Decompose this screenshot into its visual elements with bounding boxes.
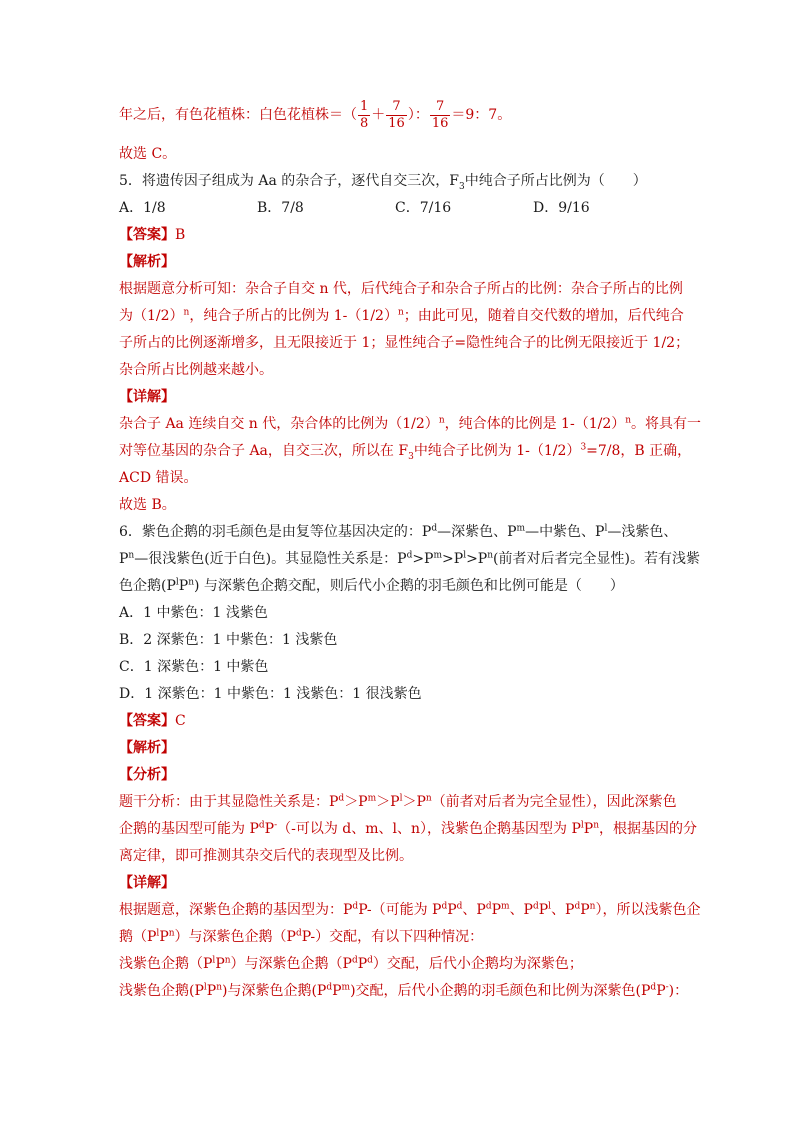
q5-jiexi-line-1: 根据题意分析可知：杂合子自交 n 代，后代纯合子和杂合子所占的比例：杂合子所占的比例 [119,281,683,297]
q6-option-a: A．1 中紫色：1 浅紫色 [119,605,268,621]
ratio-text-start: 年之后，有色花植株：白色花植株＝（ [119,107,357,123]
q6-answer: 【答案】C [119,713,186,729]
q6-fenxi-line-2: 企鹅的基因型可能为 $P^dP^-(-$可以为 d、m、l、n），浅紫色企鹅基因型为 $P^lP^n$，根据基因的分 [119,820,697,837]
q5-xiangjie-tag: 【详解】 [119,389,175,405]
q6-option-c: C．1 深紫色：1 中紫色 [119,659,269,675]
document-body [119,93,702,1005]
q5-xiangjie-line-2: 对等位基因的杂合子 Aa，自交三次，所以在 $F_3$中纯合子比例为 $1-(1/2)^3=7/8$，B 正确， [119,442,692,462]
q6-xiangjie-line-4: 浅紫色企鹅$(P^lP^n)$与深紫色企鹅$(P^dP^m)$交配，后代小企鹅的羽毛颜色和比例为深紫色$(P^dP^-)$： [119,982,689,999]
q5-options [119,195,679,222]
q6-jiexi-tag: 【解析】 [119,740,175,756]
q5-stem: 5．将遗传因子组成为 Aa 的杂合子，逐代自交三次，$F_3$中纯合子所占比例为（ ） [119,173,647,192]
q5-conclusion: 故选 B。 [119,497,176,513]
q5-jiexi-line-3: 子所占的比例逐渐增多，且无限接近于 1；显性纯合子=隐性纯合子的比例无限接近于 1/2； [119,335,690,351]
q5-option-a: A．1/8 [119,200,166,216]
q5-option-d: D．9/16 [533,200,590,216]
q6-stem-line-3: 色企鹅$(P^lP^n)$ 与深紫色企鹅交配，则后代小企鹅的羽毛颜色和比例可能是（ ） [119,577,624,594]
q6-xiangjie-line-2: 鹅$(P^lP^n)$与深紫色企鹅$(P^dP-)$交配，有以下四种情况： [119,928,484,945]
fraction-7-16-a: $\frac{7}{16}$ [388,98,405,131]
q6-xiangjie-line-3: 浅紫色企鹅$(P^lP^n)$与深紫色企鹅$(P^dP^d)$交配，后代小企鹅均为深紫色； [119,955,583,972]
q6-stem-line-2: $P^n—$很浅紫色(近于白色)。其显隐性关系是：$P^d>P^m>P^l>P^n$(前者对后者完全显性)。若有浅紫 [119,550,700,567]
q5-xiangjie-line-3: ACD 错误。 [119,470,198,486]
q5-jiexi-line-2: 为$(1/2)^n$，纯合子所占的比例为 $1-(1/2)^n$；由此可见，随着自交代数的增加，后代纯合 [119,307,684,324]
ratio-text-end: ＝9：7。 [451,107,512,123]
plus-sign: ＋ [371,107,386,123]
q6-option-d: D．1 深紫色：1 中紫色：1 浅紫色：1 很浅紫色 [119,686,422,702]
q6-stem-line-1: 6．紫色企鹅的羽毛颜色是由复等位基因决定的：$P^d—$深紫色、$P^m—$中紫色、$P^l—$浅紫色、 [119,523,678,540]
q6-fenxi-tag: 【分析】 [119,767,175,783]
q6-fenxi-line-1: 题干分析：由于其显隐性关系是：$P^d>P^m>P^l>P^n$（前者对后者为完全显性），因此深紫色 [119,793,677,810]
q5-answer: 【答案】B [119,227,186,243]
ratio-text-mid: ）： [407,107,429,123]
q5-option-b: B．7/8 [257,200,304,216]
q6-xiangjie-tag: 【详解】 [119,875,175,891]
q6-xiangjie-line-1: 根据题意，深紫色企鹅的基因型为：$P^dP-$（可能为 $P^dP^d$、$P^dP^m$、$P^dP^l$、$P^dP^n$），所以浅紫色企 [119,901,701,918]
q5-option-c: C．7/16 [395,200,452,216]
q5-xiangjie-line-1: 杂合子 Aa 连续自交 n 代，杂合体的比例为$(1/2)^n$，纯合体的比例是 $1-(1/2)^n$。将具有一 [119,415,702,432]
conclusion-line: 故选 C。 [119,146,177,162]
ratio-line [119,93,679,137]
q5-jiexi-line-4: 杂合所占比例越来越小。 [119,362,273,378]
q5-jiexi-tag: 【解析】 [119,254,175,270]
q6-option-b: B．2 深紫色：1 中紫色：1 浅紫色 [119,632,338,648]
fraction-7-16-b: $\frac{7}{16}$ [431,98,449,131]
q6-fenxi-line-3: 离定律，即可推测其杂交后代的表现型及比例。 [119,848,413,864]
fraction-1-8: $\frac{1}{8}$ [360,98,369,131]
